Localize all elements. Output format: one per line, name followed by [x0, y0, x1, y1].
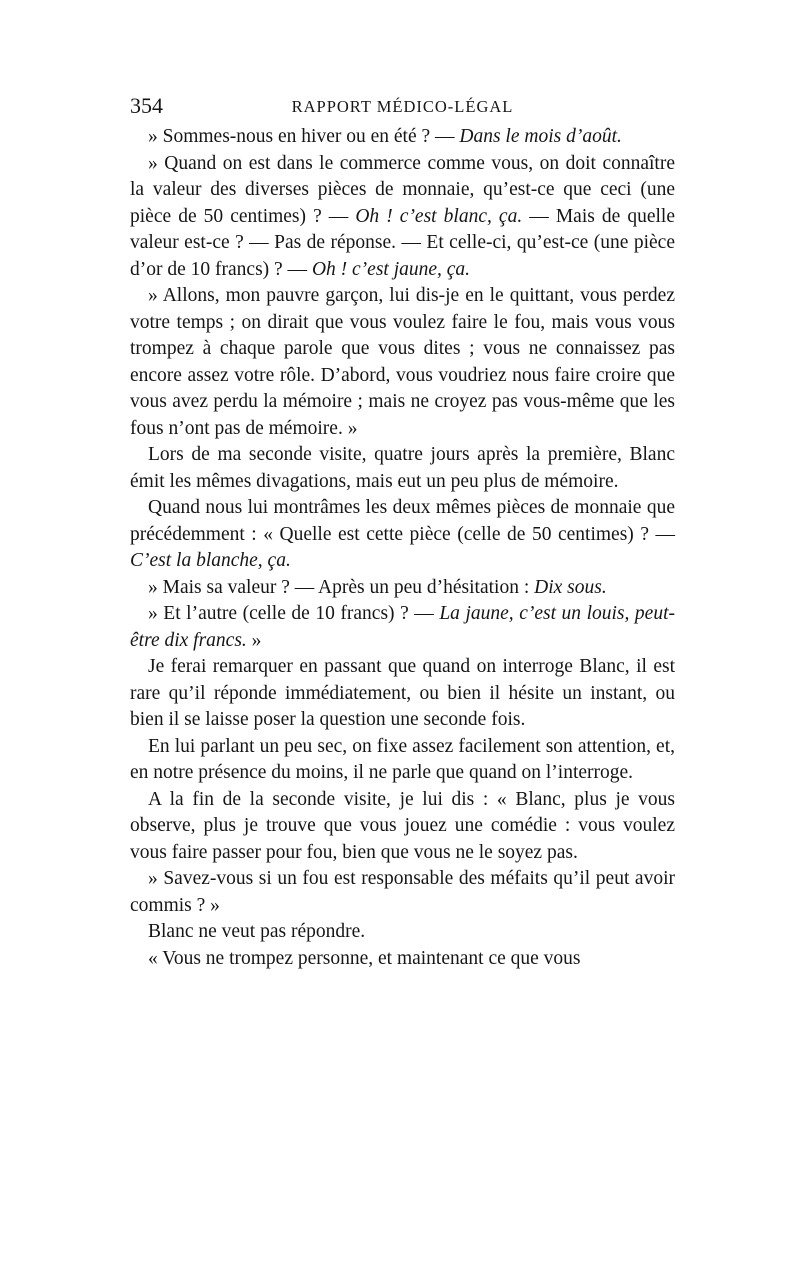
text-run: « Vous ne trompez personne, et maintenant ce que vous: [148, 947, 581, 969]
text-run: — Mais de quelle valeur est-ce ? — Pas de réponse. — Et celle-ci, qu’est-ce (une pièce d’or de 10 francs) ? —: [130, 205, 675, 280]
text-run: » Mais sa valeur ? — Après un peu d’hésitation :: [148, 576, 535, 598]
text-run: Je ferai remarquer en passant que quand on interroge Blanc, il est rare qu’il réponde immédiatement, ou bien il hésite un instant, ou bien il se laisse poser la question une seconde fois.: [130, 656, 675, 730]
body-text: [130, 124, 675, 972]
paragraph: [130, 442, 675, 495]
paragraph: [130, 601, 675, 654]
paragraph: [130, 654, 675, 734]
paragraph: [130, 283, 675, 442]
paragraph: [130, 124, 675, 151]
italic-quote: C’est la blanche, ça.: [130, 550, 291, 571]
paragraph: [130, 946, 675, 973]
running-title: RAPPORT MÉDICO-LÉGAL: [291, 97, 514, 116]
italic-quote: Dans le mois d’août.: [459, 126, 622, 147]
text-run: »: [246, 629, 262, 651]
paragraph: [130, 495, 675, 575]
text-run: » Sommes-nous en hiver ou en été ? —: [148, 126, 460, 147]
text-run: » Savez-vous si un fou est responsable des méfaits qu’il peut avoir commis ? »: [130, 868, 675, 916]
text-run: » Quand on est dans le commerce comme vous, on doit connaître la valeur des diverses pièces de monnaie, qu’est-ce que ceci (une pièce de 50 centimes) ? —: [130, 152, 675, 227]
text-run: Blanc ne veut pas répondre.: [148, 921, 366, 942]
text-run: » Et l’autre (celle de 10 francs) ? —: [148, 603, 440, 624]
text-run: A la fin de la seconde visite, je lui dis : « Blanc, plus je vous observe, plus je trouve que vous jouez une comédie : vous voulez vous faire passer pour fou, bien que vous ne le soyez pas.: [130, 788, 675, 863]
text-run: Lors de ma seconde visite, quatre jours après la première, Blanc émit les mêmes divagations, mais eut un peu plus de mémoire.: [130, 444, 675, 492]
paragraph: [130, 866, 675, 919]
text-run: » Allons, mon pauvre garçon, lui dis-je en le quittant, vous perdez votre temps ; on dirait que vous voulez faire le fou, mais vous vous trompez à chaque parole que vous dites ; vous ne connaissez pas encore assez votre rôle. D’abord, vous voudriez nous faire croire que vous avez perdu la mémoire ; mais ne croyez pas vous-même que les fous n’ont pas de mémoire. »: [130, 285, 675, 439]
paragraph: [130, 734, 675, 787]
italic-quote: La jaune, c’est un louis, peut-être dix francs.: [130, 603, 676, 651]
italic-quote: Dix sous.: [534, 576, 607, 598]
paragraph: [130, 151, 675, 284]
italic-quote: Oh ! c’est blanc, ça.: [355, 205, 523, 227]
paragraph: [130, 575, 675, 602]
italic-quote: Oh ! c’est jaune, ça.: [311, 258, 471, 280]
text-run: Quand nous lui montrâmes les deux mêmes pièces de monnaie que précédemment : « Quelle est cette pièce (celle de 50 centimes) ? —: [130, 497, 675, 545]
paragraph: [130, 787, 675, 867]
text-run: En lui parlant un peu sec, on fixe assez facilement son attention, et, en notre présence du moins, il ne parle que quand on l’interroge.: [130, 735, 675, 783]
page-number: 354: [130, 93, 163, 118]
paragraph: [130, 919, 675, 946]
page-header: [130, 93, 675, 121]
